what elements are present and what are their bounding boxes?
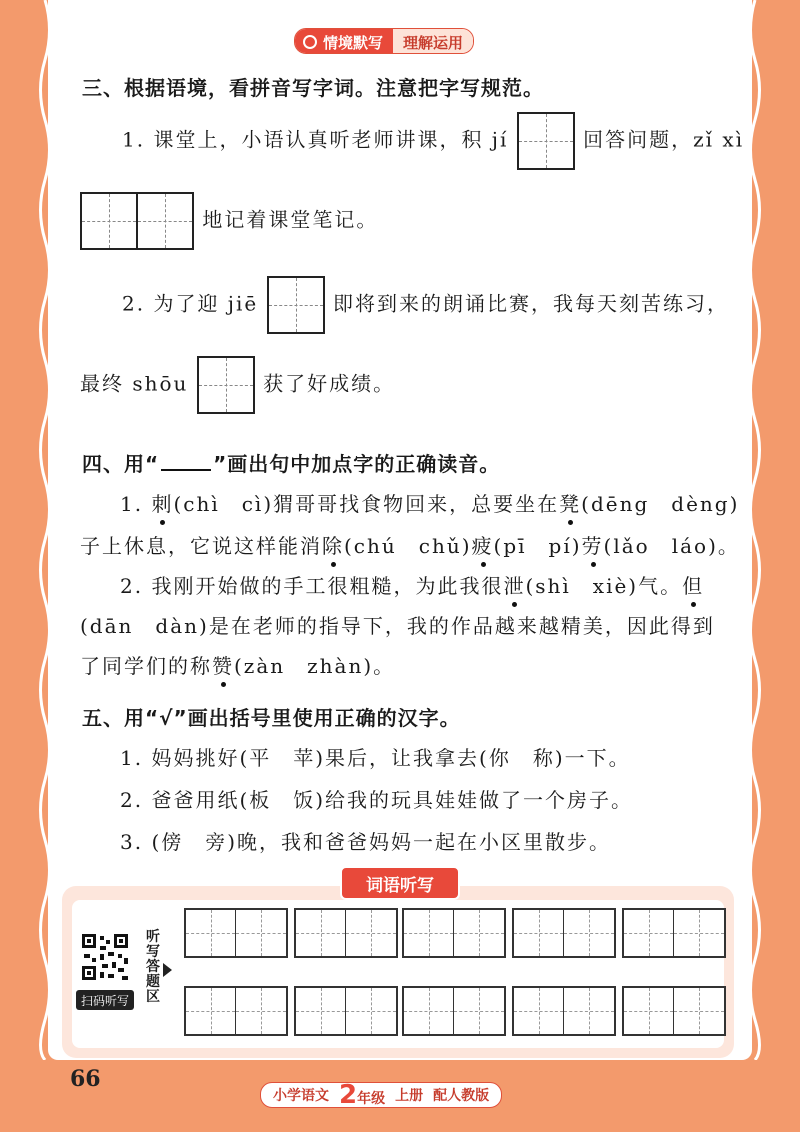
s4-text: 了同学们的称 bbox=[80, 654, 212, 678]
footer-grade-suffix: 年级 bbox=[357, 1091, 386, 1107]
s4-text[interactable]: (lǎo láo)。 bbox=[603, 534, 740, 558]
s4-line2 bbox=[80, 530, 740, 559]
s3-q1-line bbox=[122, 112, 744, 170]
s4-line4[interactable]: (dān dàn)是在老师的指导下，我的作品越来越精美，因此得到 bbox=[80, 614, 715, 638]
dotted-char: 但 bbox=[682, 574, 705, 598]
s4-text: 1. bbox=[120, 492, 152, 516]
footer-grade: 2 bbox=[339, 1080, 358, 1110]
dictation-grid[interactable] bbox=[622, 986, 726, 1036]
dictation-grid[interactable] bbox=[294, 908, 398, 958]
dictation-grid[interactable] bbox=[402, 986, 506, 1036]
s3-q1-line2 bbox=[80, 192, 378, 250]
dotted-char: 凳 bbox=[559, 492, 582, 516]
s3-q2-line bbox=[122, 276, 729, 334]
s5-line3[interactable]: 3. (傍 旁)晚，我和爸爸妈妈一起在小区里散步。 bbox=[120, 830, 612, 854]
answer-box[interactable] bbox=[197, 356, 255, 414]
dictation-grid[interactable] bbox=[184, 908, 288, 958]
underline-blank bbox=[161, 469, 211, 471]
record-icon bbox=[303, 35, 317, 49]
s4-text[interactable]: (shì xiè)气。 bbox=[525, 574, 683, 598]
answer-box[interactable] bbox=[136, 192, 194, 250]
footer-edition: 配人教版 bbox=[433, 1088, 490, 1104]
dotted-char: 赞 bbox=[212, 654, 234, 678]
answer-box[interactable] bbox=[80, 192, 138, 250]
section-header-tab bbox=[294, 28, 474, 54]
dictation-grid[interactable] bbox=[184, 986, 288, 1036]
dotted-char: 除 bbox=[322, 534, 344, 558]
answer-box[interactable] bbox=[267, 276, 325, 334]
answer-box[interactable] bbox=[517, 112, 575, 170]
s3-q1-text-b: 回答问题，zǐ xì bbox=[583, 127, 745, 152]
s3-q2-text-a: 2. 为了迎 jiē bbox=[122, 291, 259, 316]
s4-text[interactable]: (pī pí) bbox=[493, 534, 582, 558]
s4-text[interactable]: (zàn zhàn)。 bbox=[234, 654, 396, 678]
s4-line1 bbox=[120, 488, 739, 517]
book-footer bbox=[260, 1082, 502, 1108]
s4-text[interactable]: (chì cì)猬哥哥找食物回来，总要坐在 bbox=[173, 492, 560, 516]
section4-title-a: 四、用“ bbox=[82, 452, 160, 476]
s4-text: 2. 我刚开始做的手工很粗糙，为此我很 bbox=[120, 574, 504, 598]
s3-q2-text-d: 获了好成绩。 bbox=[263, 371, 396, 396]
section4-title bbox=[82, 448, 500, 477]
tab-understanding bbox=[393, 29, 473, 53]
s4-text: 子上休息，它说这样能消 bbox=[80, 534, 322, 558]
dotted-char: 疲 bbox=[471, 534, 494, 558]
dotted-char: 劳 bbox=[581, 534, 604, 558]
s5-line1[interactable]: 1. 妈妈挑好(平 苹)果后，让我拿去(你 称)一下。 bbox=[120, 746, 631, 770]
dictation-grid[interactable] bbox=[402, 908, 506, 958]
s4-line3 bbox=[120, 570, 704, 599]
dictation-grid[interactable] bbox=[512, 908, 616, 958]
s4-text[interactable]: (dēng dèng) bbox=[581, 492, 740, 516]
dotted-char: 泄 bbox=[503, 574, 526, 598]
dictation-grid[interactable] bbox=[294, 986, 398, 1036]
tab-dictation-label: 情境默写 bbox=[323, 33, 384, 52]
s4-text[interactable]: (chú chǔ) bbox=[344, 534, 472, 558]
dotted-char: 刺 bbox=[151, 492, 174, 516]
section5-title: 五、用“√”画出括号里使用正确的汉字。 bbox=[82, 706, 461, 730]
qr-code-icon[interactable] bbox=[80, 932, 130, 982]
footer-subject: 小学语文 bbox=[273, 1088, 329, 1104]
page-number: 66 bbox=[70, 1066, 101, 1092]
footer-volume: 上册 bbox=[395, 1088, 424, 1104]
s4-line5 bbox=[80, 650, 395, 679]
tab-understanding-label: 理解运用 bbox=[403, 33, 464, 52]
s3-q2-line2 bbox=[80, 356, 395, 414]
listening-title: 词语听写 bbox=[340, 866, 460, 900]
s3-q2-text-c: 最终 shōu bbox=[80, 371, 189, 396]
s3-q1-text-a: 1. 课堂上，小语认真听老师讲课，积 jí bbox=[122, 127, 509, 152]
dictation-grid[interactable] bbox=[622, 908, 726, 958]
scan-to-listen-label[interactable]: 扫码听写 bbox=[76, 990, 134, 1010]
answer-area-label: 听写答题区 bbox=[146, 929, 160, 1005]
s5-line2[interactable]: 2. 爸爸用纸(板 饭)给我的玩具娃娃做了一个房子。 bbox=[120, 788, 634, 812]
s3-q2-text-b: 即将到来的朗诵比赛，我每天刻苦练习， bbox=[332, 291, 729, 316]
tab-dictation bbox=[295, 29, 393, 53]
section4-title-b: ”画出句中加点字的正确读音。 bbox=[213, 452, 501, 476]
section3-title: 三、根据语境，看拼音写字词。注意把字写规范。 bbox=[82, 76, 544, 100]
s3-q1-text-c: 地记着课堂笔记。 bbox=[202, 207, 379, 232]
dictation-grid[interactable] bbox=[512, 986, 616, 1036]
arrow-right-icon bbox=[163, 963, 172, 977]
